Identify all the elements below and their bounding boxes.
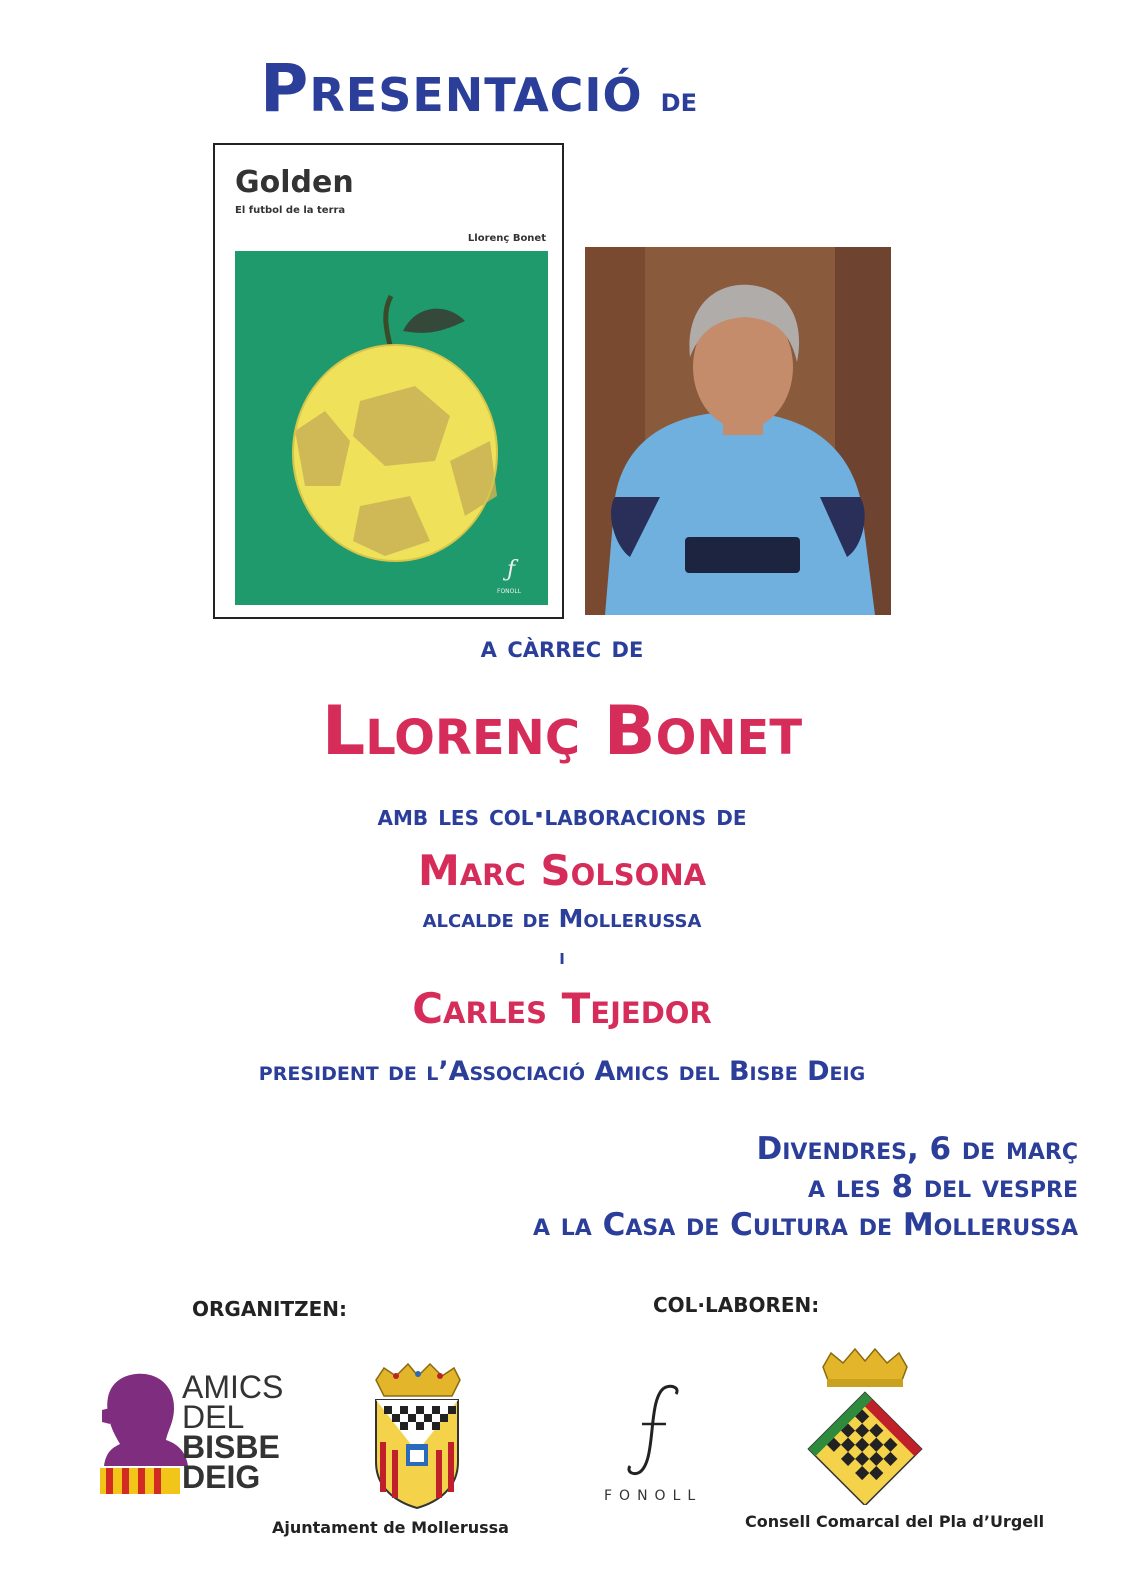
organizers-label: ORGANITZEN: [192,1297,348,1321]
fonoll-wordmark: FONOLL [604,1488,703,1504]
amics-line-1: AMICS [182,1369,284,1405]
collaborator-1-name: Marc Solsona [417,846,707,895]
presenter-intro: a càrrec de [480,630,644,665]
author-photo [585,247,891,615]
book-subtitle: El futbol de la terra [235,205,346,216]
book-title: Golden [235,165,354,200]
consell-caption: Consell Comarcal del Pla d’Urgell [745,1512,1045,1531]
amics-line-2: DEL [182,1399,245,1435]
golden-apple-ball-illustration [235,251,548,605]
title-main: Presentació [260,50,643,127]
book-author: Llorenç Bonet [467,233,546,244]
event-place: a la Casa de Cultura de Mollerussa [532,1207,1078,1243]
ajuntament-crest [362,1362,472,1512]
book-cover-art [235,251,548,605]
poster-title [260,50,697,127]
amics-line-4: DEIG [182,1459,261,1495]
collaborator-2-name: Carles Tejedor [412,984,712,1033]
collaborator-1-role: alcalde de Mollerussa [422,904,702,933]
author-portrait [585,247,891,615]
ajuntament-caption: Ajuntament de Mollerussa [272,1518,509,1537]
collaborator-2-role: president de l’Associació Amics del Bisbe Deig [258,1056,866,1087]
event-details [533,1130,1078,1244]
bishop-silhouette-icon [96,1370,196,1500]
svg-text:FONOLL: FONOLL [497,588,522,595]
pla-urgell-coat-of-arms-icon [805,1345,925,1505]
amics-line-3: BISBE [182,1429,280,1465]
amics-del-bisbe-deig-logo [96,1370,296,1500]
presenter-name: Llorenç Bonet [321,692,803,771]
consell-comarcal-crest [805,1345,925,1505]
event-date: Divendres, 6 de març [756,1131,1078,1167]
fonoll-logo [600,1380,710,1510]
fonoll-f-icon [600,1380,710,1480]
book-cover [213,143,564,619]
svg-text:ƒ: ƒ [507,557,516,582]
collaborations-intro: amb les col·laboracions de [377,798,747,832]
collaborators-label: COL·LABOREN: [653,1293,820,1317]
event-time: a les 8 del vespre [808,1169,1078,1205]
title-suffix: de [660,80,697,120]
mollerussa-coat-of-arms-icon [362,1362,472,1512]
conjunction: i [559,945,565,970]
